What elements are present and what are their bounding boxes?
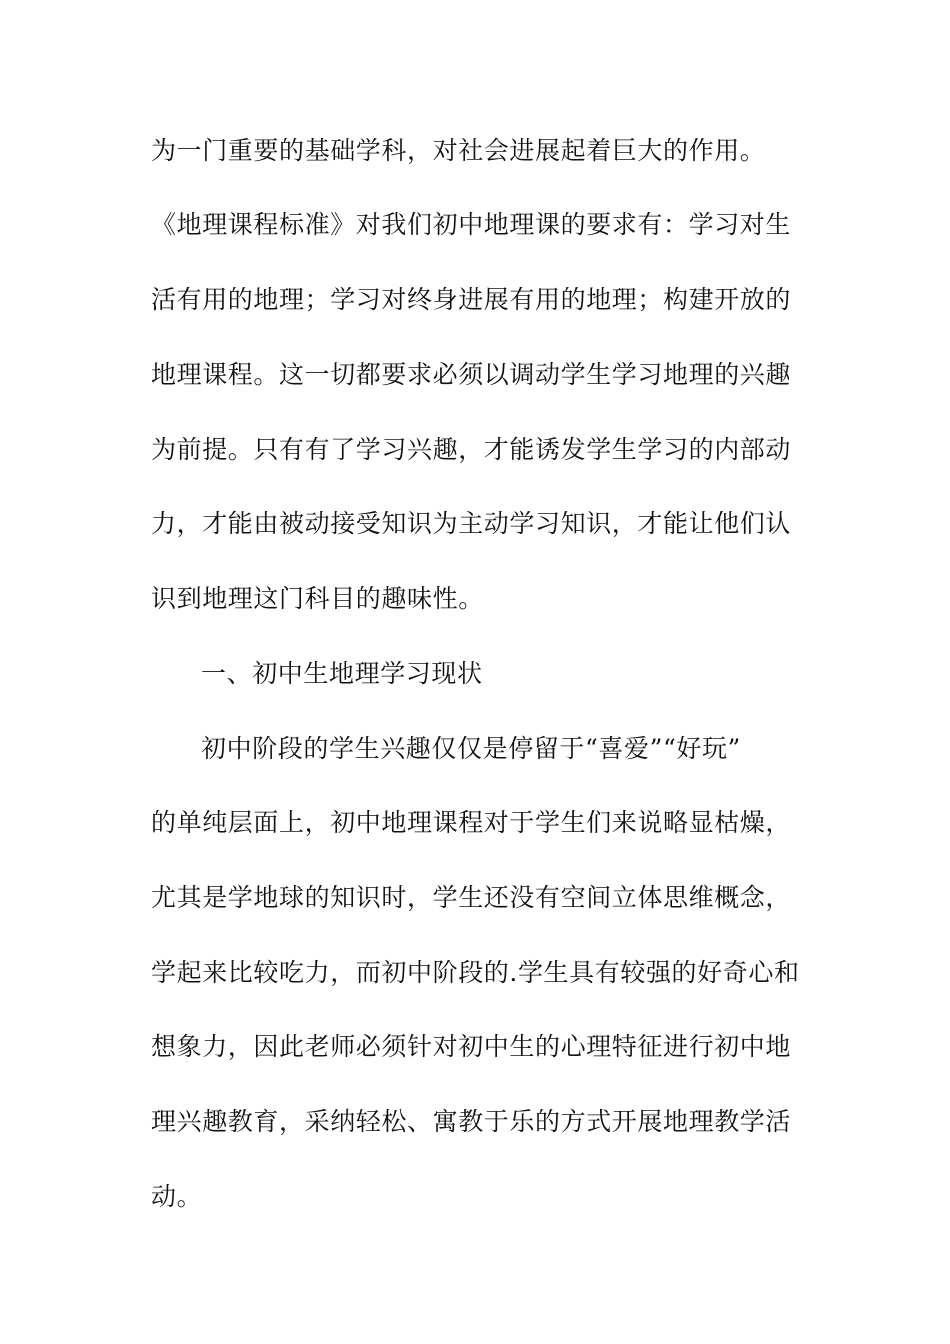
paragraph-line-12: 学起来比较吃力，而初中阶段的.学生具有较强的好奇心和 [151,958,800,987]
paragraph-line-10: 的单纯层面上，初中地理课程对于学生们来说略显枯燥， [151,808,792,837]
paragraph-line-14: 理兴趣教育，采纳轻松、寓教于乐的方式开展地理教学活 [151,1107,792,1136]
section-heading: 一、初中生地理学习现状 [201,659,483,688]
paragraph-line-2: 《地理课程标准》对我们初中地理课的要求有：学习对生 [151,210,792,239]
paragraph-line-7: 识到地理这门科目的趣味性。 [151,584,484,613]
paragraph-line-15: 动。 [151,1182,203,1211]
paragraph-line-13: 想象力，因此老师必须针对初中生的心理特征进行初中地 [151,1032,792,1061]
paragraph-line-11: 尤其是学地球的知识时，学生还没有空间立体思维概念， [151,883,792,912]
paragraph-line-3: 活有用的地理；学习对终身进展有用的地理；构建开放的 [151,285,792,314]
paragraph-line-4: 地理课程。这一切都要求必须以调动学生学习地理的兴趣 [151,360,792,389]
paragraph-line-6: 力，才能由被动接受知识为主动学习知识，才能让他们认 [151,509,792,538]
paragraph-line-1: 为一门重要的基础学科，对社会进展起着巨大的作用。 [151,136,766,165]
paragraph-line-5: 为前提。只有有了学习兴趣，才能诱发学生学习的内部动 [151,435,792,464]
paragraph-line-9: 初中阶段的学生兴趣仅仅是停留于“喜爱”“好玩” [201,734,741,763]
